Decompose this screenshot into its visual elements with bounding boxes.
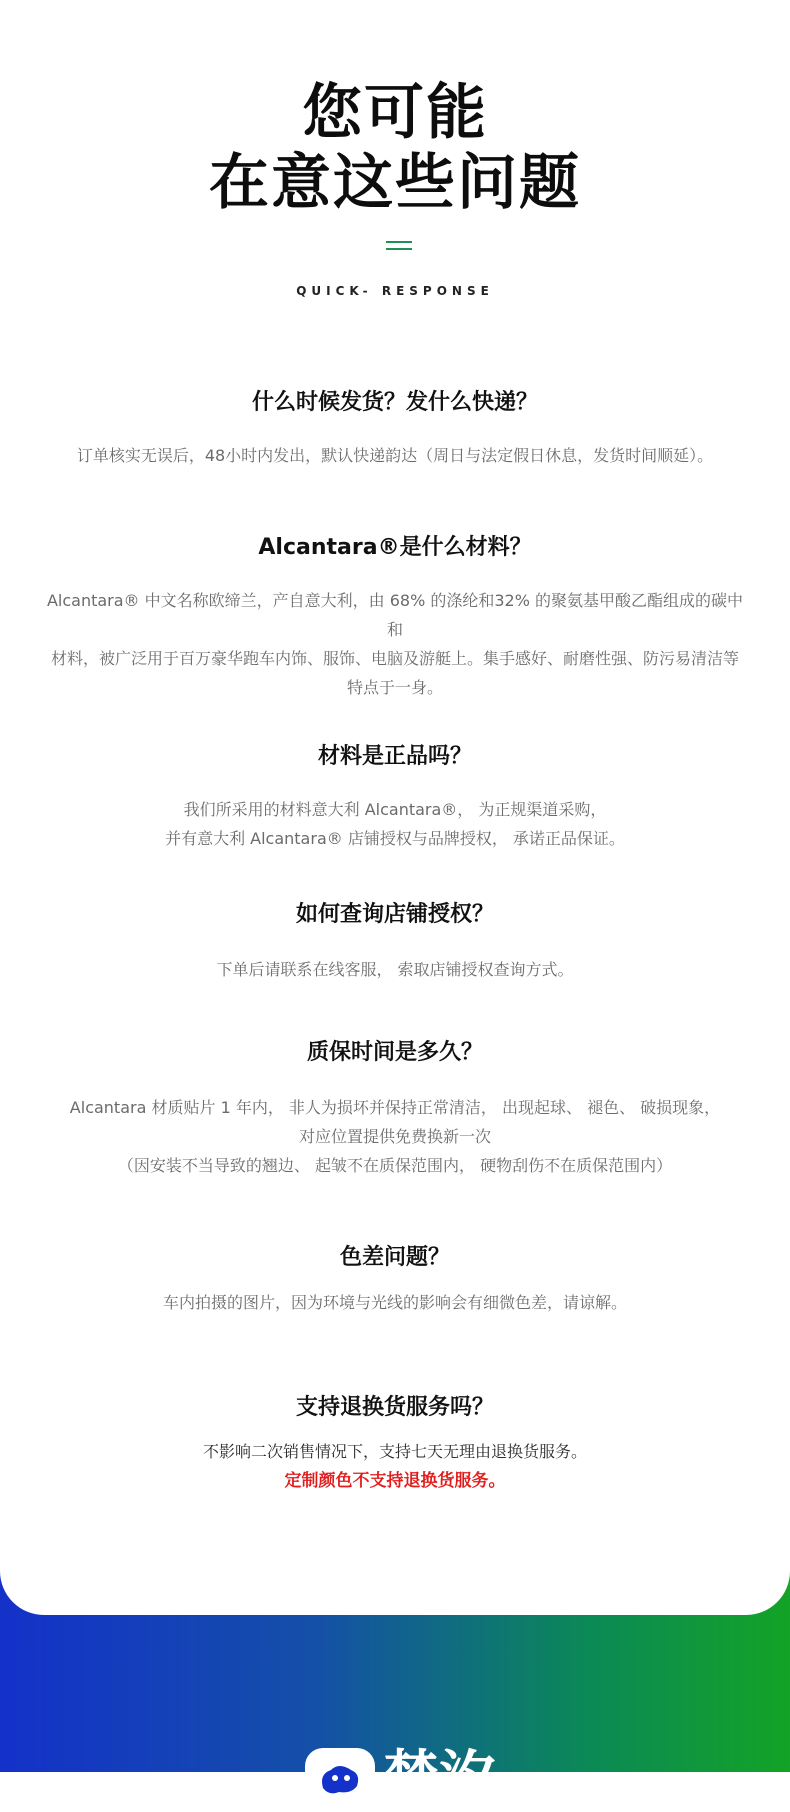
- answer-line: 特点于一身。: [346, 678, 443, 697]
- faq-question-color-difference: 色差问题？: [339, 1245, 450, 1270]
- answer-line: （因安装不当导致的翘边、 起皱不在质保范围内， 硬物刮伤不在质保范围内）: [117, 1156, 673, 1175]
- faq-question-warranty: 质保时间是多久？: [306, 1040, 483, 1065]
- faq-answer-color-difference: [40, 1288, 750, 1317]
- page-title-line2: 在意这些问题: [209, 148, 581, 218]
- answer-line: 对应位置提供免费换新一次: [298, 1127, 491, 1146]
- faq-question-authorization: 如何查询店铺授权？: [295, 902, 494, 927]
- faq-question-returns: 支持退换货服务吗？: [295, 1395, 494, 1420]
- brand-logo: [305, 1745, 511, 1810]
- page-subtitle: QUICK- RESPONSE: [296, 284, 494, 298]
- brand-name: 梵汐: [383, 1745, 495, 1810]
- answer-line: 下单后请联系在线客服， 索取店铺授权查询方式。: [216, 960, 574, 979]
- faq-question-authentic: 材料是正品吗？: [317, 744, 472, 769]
- faq-answer-material: [40, 586, 750, 702]
- answer-line: 并有意大利 Alcantara® 店铺授权与品牌授权， 承诺正品保证。: [165, 829, 625, 848]
- accent-line-bottom: [386, 248, 412, 250]
- answer-line: 材料，被广泛用于百万豪华跑车内饰、服饰、电脑及游艇上。集手感好、耐磨性强、防污易清洁等: [50, 649, 739, 668]
- answer-line: 车内拍摄的图片，因为环境与光线的影响会有细微色差，请谅解。: [162, 1293, 627, 1312]
- faq-note-custom-color: 定制颜色不支持退换货服务。: [284, 1471, 506, 1491]
- answer-line: 我们所采用的材料意大利 Alcantara®， 为正规渠道采购，: [183, 800, 607, 819]
- faq-answer-returns: [40, 1437, 750, 1466]
- faq-question-shipping: 什么时候发货？发什么快递？: [251, 390, 538, 415]
- answer-line: 不影响二次销售情况下，支持七天无理由退换货服务。: [202, 1442, 587, 1461]
- page-title-line1: 您可能: [302, 78, 488, 148]
- faq-answer-warranty: [40, 1093, 750, 1180]
- answer-line: Alcantara 材质贴片 1 年内， 非人为损坏并保持正常清洁， 出现起球、 褪色、 破损现象，: [69, 1098, 721, 1117]
- brand-logo-icon: [305, 1748, 375, 1808]
- registered-mark: ®: [495, 1778, 511, 1797]
- answer-line: Alcantara® 中文名称欧缔兰，产自意大利，由 68% 的涤纶和32% 的聚氨基甲酸乙酯组成的碳中和: [46, 591, 744, 639]
- faq-answer-shipping: [40, 441, 750, 470]
- faq-answer-authorization: [40, 955, 750, 984]
- answer-line: 订单核实无误后，48小时内发出，默认快递韵达（周日与法定假日休息，发货时间顺延）。: [76, 446, 714, 465]
- brand-mascot-icon: [305, 1748, 375, 1808]
- faq-question-material: Alcantara®是什么材料？: [258, 535, 532, 560]
- accent-line-top: [386, 241, 412, 243]
- faq-answer-authentic: [40, 795, 750, 853]
